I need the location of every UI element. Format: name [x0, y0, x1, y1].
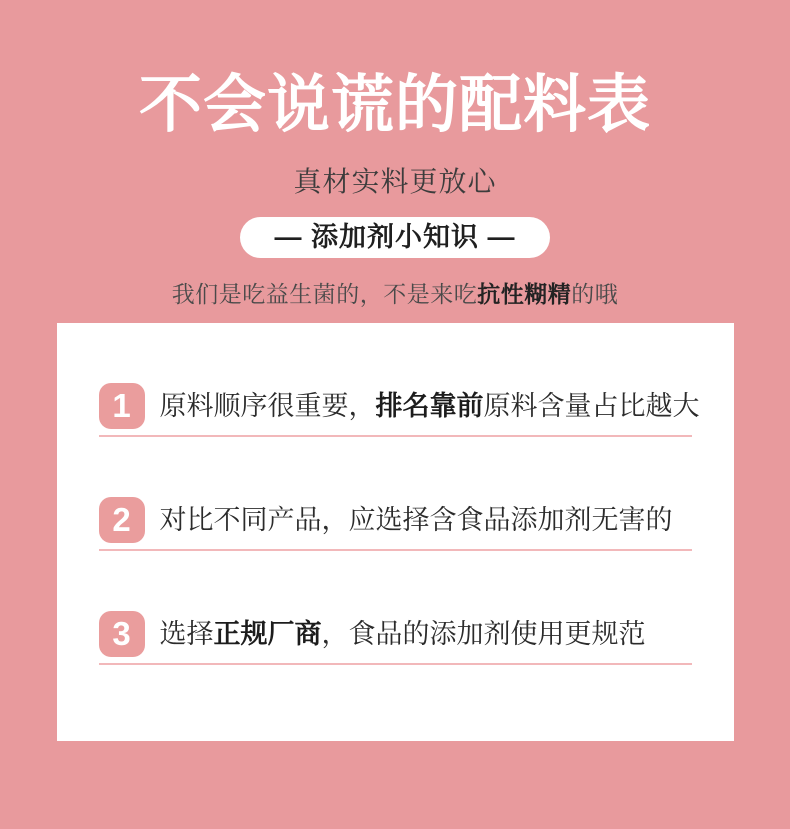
tip-text-2 — [160, 497, 673, 543]
tip-2-pre: 对比不同产品，应选择含食品添加剂无害的 — [159, 505, 673, 535]
hero-section — [0, 0, 790, 308]
tip-1-post: 原料含量占比越大 — [483, 391, 700, 421]
tagline — [0, 281, 790, 308]
tip-1-bold: 排名靠前 — [375, 391, 484, 421]
tip-text-1 — [160, 383, 700, 429]
page-subtitle: 真材实料更放心 — [293, 166, 497, 197]
page-title: 不会说谎的配料表 — [139, 70, 651, 140]
tip-3-bold: 正规厂商 — [213, 619, 322, 649]
number-badge-1: 1 — [99, 383, 145, 429]
tip-row-2 — [99, 437, 692, 551]
number-badge-2: 2 — [99, 497, 145, 543]
tagline-bold: 抗性糊精 — [477, 281, 572, 307]
number-badge-3: 3 — [99, 611, 145, 657]
tip-row-3 — [99, 551, 692, 665]
knowledge-pill-badge: — 添加剂小知识 — — [240, 217, 549, 258]
tip-3-pre: 选择 — [159, 619, 214, 649]
tip-row-1 — [99, 323, 700, 437]
tagline-post: 的哦 — [571, 281, 619, 307]
tips-card — [57, 323, 734, 741]
tagline-pre: 我们是吃益生菌的，不是来吃 — [171, 281, 478, 307]
tip-3-post: ，食品的添加剂使用更规范 — [321, 619, 646, 649]
tip-text-3 — [160, 611, 646, 657]
tip-1-pre: 原料顺序很重要， — [159, 391, 376, 421]
